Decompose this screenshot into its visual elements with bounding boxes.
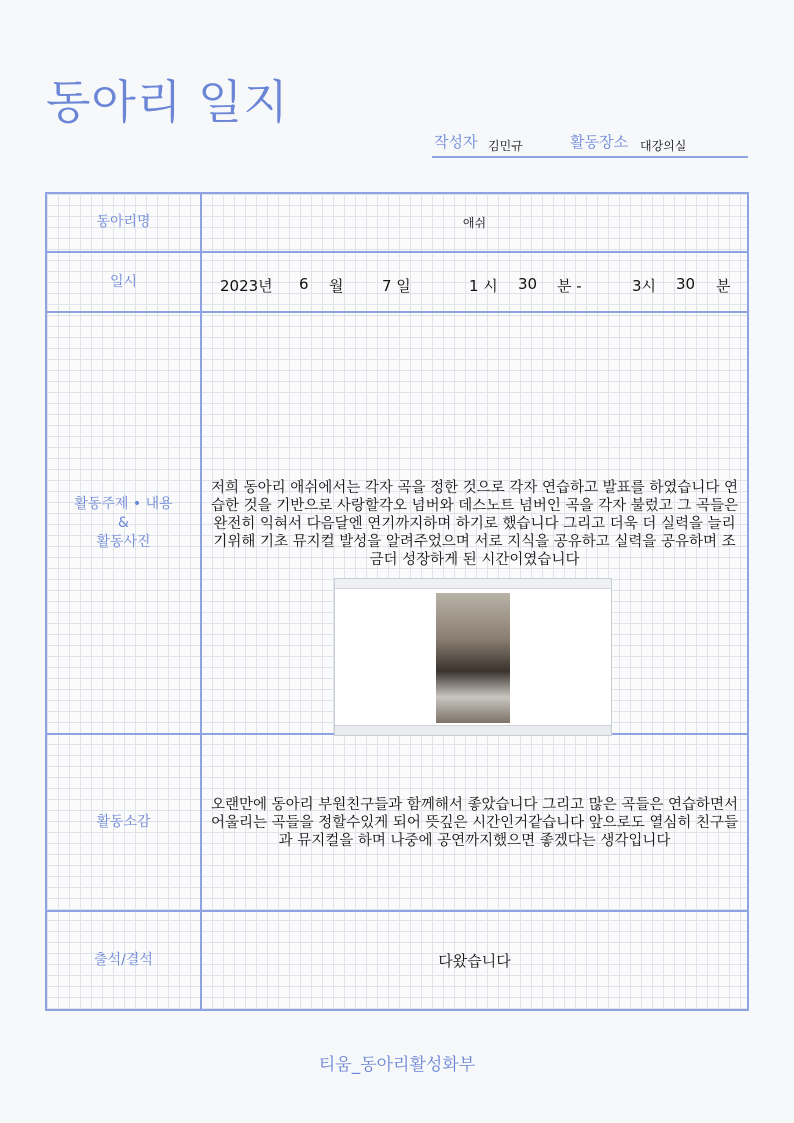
author-label: 작성자: [434, 133, 478, 151]
club-name-value: 애쉬: [462, 216, 487, 230]
place-label: 활동장소: [570, 133, 628, 151]
activity-photo: [334, 578, 612, 736]
activity-label: [47, 313, 202, 733]
date-year: 2023년: [220, 277, 273, 295]
impression-row: [47, 735, 747, 912]
activity-label-line1: 활동주제 • 내용: [74, 495, 173, 512]
club-name-label: 동아리명: [47, 194, 202, 251]
activity-label-line2: &: [118, 514, 129, 531]
activity-label-line3: 활동사진: [96, 533, 151, 550]
activity-text: 저희 동아리 애쉬에서는 각자 곡을 정한 것으로 각자 연습하고 발표를 하였습니다 연습한 것을 기반으로 사랑할각오 넘버와 데스노트 넘버인 곡을 각자 불렀고 그 곡들은 완전히 익혀서 다음달엔 연기까지하며 하기로 했습니다 그리고 더욱 더 실력을 늘리기위해 기초 뮤지컬 발성을 알려주었으며 서로 지식을 공유하고 실력을 공유하며 조금더 성장하게 된 시간이였습니다: [211, 480, 738, 568]
impression-text: 오랜만에 동아리 부원친구들과 함께해서 좋았습니다 그리고 많은 곡들은 연습하면서 어울리는 곡들을 정할수있게 되어 뜻깊은 시간인거같습니다 앞으로도 열심히 친구들과 뮤지컬을 하며 나중에 공연까지했으면 좋겠다는 생각입니다: [210, 796, 739, 849]
log-sheet: [45, 192, 749, 1011]
page-title: 동아리 일지: [46, 75, 289, 129]
photo-portrait: [436, 593, 510, 723]
photo-taskbar: [335, 725, 611, 735]
author-bar: [432, 128, 748, 158]
attendance-row: [47, 912, 747, 1009]
activity-row: [47, 313, 747, 735]
place-value: 대강의실: [640, 139, 687, 153]
time-end-hour: 3시: [632, 277, 657, 295]
footer-text: 티움_동아리활성화부: [318, 1055, 476, 1075]
time-start-hour: 1 시: [469, 277, 498, 295]
date-month: 6: [299, 275, 309, 293]
datetime-label: 일시: [47, 253, 202, 311]
author-value: 김민규: [488, 139, 523, 153]
attendance-value: 다왔습니다: [438, 952, 511, 970]
datetime-values: [202, 253, 747, 311]
photo-browser-bar: [335, 579, 611, 589]
impression-content: [202, 735, 747, 910]
impression-label: 활동소감: [47, 735, 202, 910]
time-start-minute-unit: 분 -: [557, 277, 582, 295]
date-day: 7 일: [382, 277, 411, 295]
attendance-label: 출석/결석: [47, 912, 202, 1009]
club-name-row: [47, 194, 747, 253]
time-end-minute: 30: [676, 275, 696, 293]
date-month-unit: 월: [329, 277, 344, 295]
datetime-row: [47, 253, 747, 313]
time-end-minute-unit: 분: [716, 277, 731, 295]
time-start-minute: 30: [518, 275, 538, 293]
